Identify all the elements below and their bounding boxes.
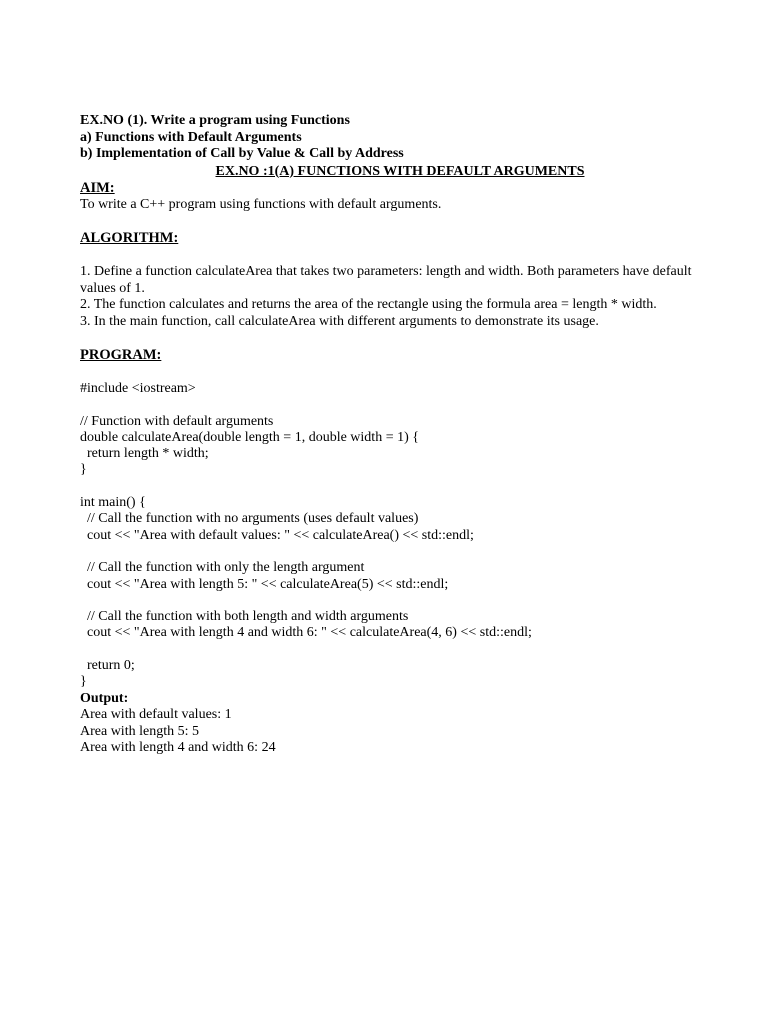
- algorithm-step: 1. Define a function calculateArea that takes two parameters: length and width. Both parameters have default values of 1.: [80, 264, 692, 296]
- code-line: cout << "Area with length 4 and width 6: " << calculateArea(4, 6) << std::endl;: [80, 625, 532, 641]
- output-line: Area with default values: 1: [80, 707, 232, 723]
- code-line: // Function with default arguments: [80, 413, 274, 429]
- code-line: [80, 397, 720, 413]
- code-line: cout << "Area with default values: " << calculateArea() << std::endl;: [80, 527, 474, 543]
- code-line: double calculateArea(double length = 1, double width = 1) {: [80, 429, 419, 445]
- exercise-title: EX.NO :1(A) FUNCTIONS WITH DEFAULT ARGUMENTS: [215, 163, 585, 179]
- code-line: [80, 479, 720, 495]
- output-heading: Output:: [80, 690, 129, 706]
- code-line: #include <iostream>: [80, 381, 196, 396]
- algorithm-heading: ALGORITHM:: [80, 230, 179, 246]
- output-line: Area with length 5: 5: [80, 723, 199, 739]
- exercise-header-line: EX.NO (1). Write a program using Functions: [80, 113, 350, 128]
- code-line: return length * width;: [80, 446, 209, 462]
- code-line: int main() {: [80, 495, 146, 511]
- code-line: cout << "Area with length 5: " << calculateArea(5) << std::endl;: [80, 576, 449, 592]
- aim-heading: AIM:: [80, 179, 115, 196]
- code-line: // Call the function with no arguments (uses default values): [80, 511, 419, 527]
- exercise-subpart-a: a) Functions with Default Arguments: [80, 129, 302, 145]
- output-line: Area with length 4 and width 6: 24: [80, 740, 276, 756]
- code-line: }: [80, 674, 87, 690]
- code-line: }: [80, 462, 87, 478]
- code-line: return 0;: [80, 658, 135, 674]
- code-line: [80, 544, 720, 560]
- exercise-subpart-b: b) Implementation of Call by Value & Call by Address: [80, 146, 404, 161]
- code-block: [80, 381, 720, 691]
- document-page: [80, 113, 720, 757]
- algorithm-step: 3. In the main function, call calculateArea with different arguments to demonstrate its usage.: [80, 313, 599, 329]
- code-line: [80, 642, 720, 658]
- program-heading: PROGRAM:: [80, 347, 162, 363]
- code-line: // Call the function with both length and width arguments: [80, 609, 409, 625]
- code-line: // Call the function with only the length argument: [80, 560, 365, 576]
- algorithm-step: 2. The function calculates and returns the area of the rectangle using the formula area = length * width.: [80, 297, 657, 312]
- aim-text: To write a C++ program using functions with default arguments.: [80, 196, 442, 212]
- code-line: [80, 593, 720, 609]
